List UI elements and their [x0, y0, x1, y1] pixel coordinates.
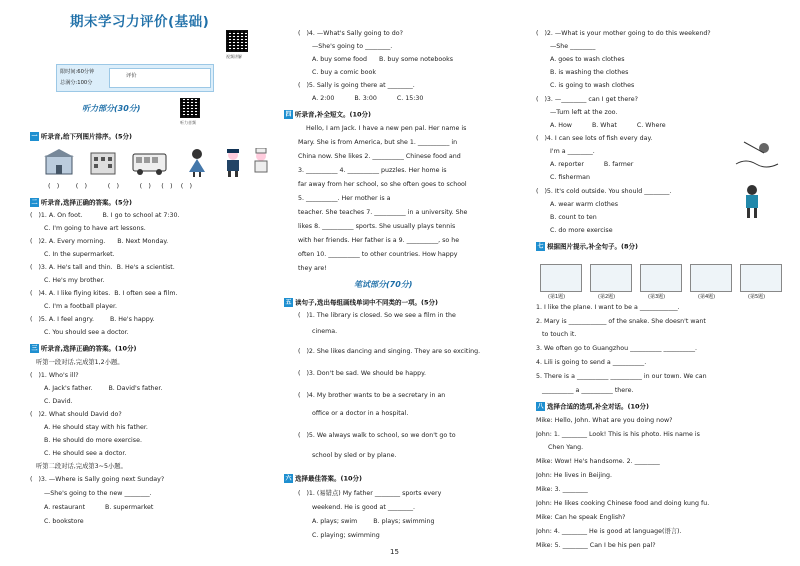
- s5-line: ( )2. She likes dancing and singing. They are so exciting.: [298, 348, 481, 355]
- s5-line: cinema.: [298, 328, 338, 335]
- s2-line: C. I'm going to have art lessons.: [30, 225, 146, 232]
- s5-line: office or a doctor in a hospital.: [298, 410, 409, 417]
- c2-line: —She's going to ________.: [298, 43, 393, 50]
- picture-caption: (第4题): [698, 294, 716, 300]
- c3-line: B. count to ten: [536, 214, 597, 221]
- section-6-heading: 六 选择最佳答案。(10分): [285, 474, 362, 483]
- c2-line: C. buy a comic book: [298, 69, 376, 76]
- section-7-pictures: [540, 264, 786, 302]
- snake-picture-icon: [590, 264, 632, 292]
- c3-line: C. fisherman: [536, 174, 590, 181]
- s8-line: John: He lives in Beijing.: [536, 472, 612, 479]
- s2-line: ( )4. A. I like flying kites. B. I often see a film.: [30, 290, 178, 297]
- s4-line: likes 8. __________ sports. She usually plays tennis: [298, 223, 456, 230]
- s4-line: they are!: [298, 265, 327, 272]
- s3-line: ( )2. What should David do?: [30, 411, 122, 418]
- s4-line: teacher. She teaches 7. __________ in a university. She: [298, 209, 468, 216]
- section-4-heading: 四 听录音,补全短文。(10分): [285, 110, 371, 119]
- s4-line: China now. She likes 2. __________ Chinese food and: [298, 153, 461, 160]
- school-building-icon: [44, 148, 74, 178]
- order-blanks: ( ) ( ) ( ) ( ) ( ) ( ): [48, 182, 193, 190]
- section-1-heading: 一 听录音,给下列图片排序。(5分): [31, 132, 132, 141]
- qr-label: 视频讲解: [226, 54, 242, 59]
- c3-line: A. How B. What C. Where: [536, 122, 666, 129]
- s2-line: C. You should see a doctor.: [30, 329, 129, 336]
- c2-line: ( )4. —What's Sally going to do?: [298, 30, 403, 37]
- s6-line: weekend. He is good at ________.: [298, 504, 416, 511]
- page-number: 15: [390, 548, 399, 556]
- s3-line: C. David.: [30, 398, 73, 405]
- c3-line: A. reporter B. farmer: [536, 161, 634, 168]
- total-score: 总满分:100分: [60, 80, 93, 86]
- c3-line: I'm a ________.: [536, 148, 595, 155]
- section-7-heading: 七 根据图片提示,补全句子。(8分): [537, 242, 638, 251]
- s8-line: John: He likes cooking Chinese food and doing kung fu.: [536, 500, 710, 507]
- s4-line: with her friends. Her father is a 9. __________, so he: [298, 237, 460, 244]
- s6-line: ( )1. (易错点) My father ________ sports every: [298, 490, 442, 497]
- s7-line: __________ a __________ there.: [536, 387, 634, 394]
- s4-line: Hello, I am Jack. I have a new pen pal. Her name is: [298, 125, 467, 132]
- qr-code-icon: [226, 30, 248, 52]
- s6-line: C. playing; swimming: [298, 532, 380, 539]
- s4-line: 3. __________ 4. __________ puzzles. Her home is: [298, 167, 447, 174]
- s2-line: ( )2. A. Every morning. B. Next Monday.: [30, 238, 169, 245]
- c3-line: C. is going to wash clothes: [536, 82, 635, 89]
- train-picture-icon: [640, 264, 682, 292]
- s2-line: ( )3. A. He's tall and thin. B. He's a scientist.: [30, 264, 175, 271]
- time-limit: 限时间:60分钟: [60, 69, 95, 75]
- s4-line: Mary. She is from America, but she 1. __________ in: [298, 139, 458, 146]
- s7-line: to touch it.: [536, 331, 577, 338]
- s5-line: school by sled or by plane.: [298, 452, 397, 459]
- s6-line: A. plays; swim B. plays; swimming: [298, 518, 435, 525]
- qr-audio-icon: [180, 98, 200, 118]
- s3-line: —She's going to the new ________.: [30, 490, 152, 497]
- c3-line: C. do more exercise: [536, 227, 613, 234]
- c3-line: —Turn left at the zoo.: [536, 109, 618, 116]
- c3-line: A. goes to wash clothes: [536, 56, 625, 63]
- column-left: [30, 0, 270, 566]
- s8-line: Mike: 3. ________: [536, 486, 588, 493]
- s8-line: John: 1. ________ Look! This is his photo. His name is: [536, 431, 700, 438]
- c3-line: ( )4. I can see lots of fish every day.: [536, 135, 653, 142]
- column-right: [536, 0, 786, 566]
- s3-line: 听第一段对话,完成第1,2小题。: [36, 359, 124, 366]
- picture-caption: (第1题): [548, 294, 566, 300]
- s8-line: John: 4. ________ He is good at language(语言).: [536, 528, 682, 535]
- c3-line: B. is washing the clothes: [536, 69, 629, 76]
- s8-line: Chen Yang.: [536, 444, 584, 451]
- s5-line: ( )3. Don't be sad. We should be happy.: [298, 370, 426, 377]
- s2-line: ( )5. A. I feel angry. B. He's happy.: [30, 316, 155, 323]
- s8-line: Mike: Hello, John. What are you doing now?: [536, 417, 673, 424]
- eval-box: 评价: [109, 68, 211, 88]
- s2-line: C. I'm a football player.: [30, 303, 117, 310]
- section-3-heading: 三 听录音,选择正确的答案。(10分): [31, 344, 137, 353]
- s3-line: ( )1. Who's ill?: [30, 372, 79, 379]
- writing-part-title: 笔试部分(70分): [354, 280, 413, 289]
- hospital-icon: [88, 148, 118, 178]
- cold-boy-icon: [742, 184, 762, 220]
- picture-row: [44, 148, 270, 178]
- s8-line: Mike: 5. ________ Can I be his pen pal?: [536, 542, 656, 549]
- s8-line: Mike: Can he speak English?: [536, 514, 626, 521]
- postcard-picture-icon: [690, 264, 732, 292]
- s7-line: 3. We often go to Guangzhou __________ __________.: [536, 345, 698, 352]
- s3-line: B. He should do more exercise.: [30, 437, 142, 444]
- info-box: [56, 64, 214, 92]
- picture-caption: (第3题): [648, 294, 666, 300]
- section-5-heading: 五 读句子,选出每组画线单词中不同类的一项。(5分): [285, 298, 438, 307]
- s3-line: ( )3. —Where is Sally going next Sunday?: [30, 476, 165, 483]
- c2-line: ( )5. Sally is going there at ________.: [298, 82, 415, 89]
- s2-line: C. He's my brother.: [30, 277, 105, 284]
- s2-line: ( )1. A. On foot. B. I go to school at 7:30.: [30, 212, 180, 219]
- s5-line: ( )4. My brother wants to be a secretary in an: [298, 392, 446, 399]
- c2-line: A. 2:00 B. 3:00 C. 15:30: [298, 95, 424, 102]
- listen-qr-label: 听力音频: [180, 120, 196, 125]
- s5-line: ( )5. We always walk to school, so we don't go to: [298, 432, 456, 439]
- s3-line: A. He should stay with his father.: [30, 424, 148, 431]
- s4-line: far away from her school, so she often goes to school: [298, 181, 467, 188]
- s3-line: C. bookstore: [30, 518, 84, 525]
- s7-line: 2. Mary is ____________ of the snake. She doesn't want: [536, 318, 706, 325]
- s8-line: Mike: Wow! He's handsome. 2. ________: [536, 458, 660, 465]
- c3-line: ( )5. It's cold outside. You should ________.: [536, 188, 672, 195]
- c3-line: ( )2. —What is your mother going to do this weekend?: [536, 30, 711, 37]
- s7-line: 1. I like the plane. I want to be a ____________.: [536, 304, 680, 311]
- s7-line: 4. Lili is going to send a __________.: [536, 359, 647, 366]
- section-8-heading: 八 选择合适的选项,补全对话。(10分): [537, 402, 649, 411]
- s7-line: 5. There is a __________ __________ in our town. We can: [536, 373, 707, 380]
- picture-caption: (第5题): [748, 294, 766, 300]
- picture-caption: (第2题): [598, 294, 616, 300]
- s4-line: often 10. __________ to other countries. How happy: [298, 251, 458, 258]
- listening-part-title: 听力部分(30分): [82, 104, 141, 113]
- s2-line: C. In the supermarket.: [30, 251, 115, 258]
- s4-line: 5. __________. Her mother is a: [298, 195, 391, 202]
- cinema-picture-icon: [740, 264, 782, 292]
- bus-icon: [132, 148, 168, 178]
- c3-line: ( )3. —________ can I get there?: [536, 96, 638, 103]
- c2-line: A. buy some food B. buy some notebooks: [298, 56, 453, 63]
- s3-line: C. He should see a doctor.: [30, 450, 127, 457]
- section-2-heading: 二 听录音,选择正确的答案。(5分): [31, 198, 132, 207]
- s3-line: A. Jack's father. B. David's father.: [30, 385, 163, 392]
- s3-line: A. restaurant B. supermarket: [30, 504, 154, 511]
- s5-line: ( )1. The library is closed. So we see a film in the: [298, 312, 456, 319]
- c3-line: —She ________: [536, 43, 596, 50]
- plane-picture-icon: [540, 264, 582, 292]
- page-title: 期末学习力评价(基础): [70, 14, 210, 30]
- fisherman-scene-icon: [734, 140, 780, 172]
- chef-figure-icon: [250, 148, 270, 178]
- girl-figure-icon: [184, 148, 210, 178]
- s3-line: 听第二段对话,完成第3~5小题。: [36, 463, 127, 470]
- column-middle: [284, 0, 524, 566]
- policeman-figure-icon: [220, 148, 246, 178]
- c3-line: A. wear warm clothes: [536, 201, 618, 208]
